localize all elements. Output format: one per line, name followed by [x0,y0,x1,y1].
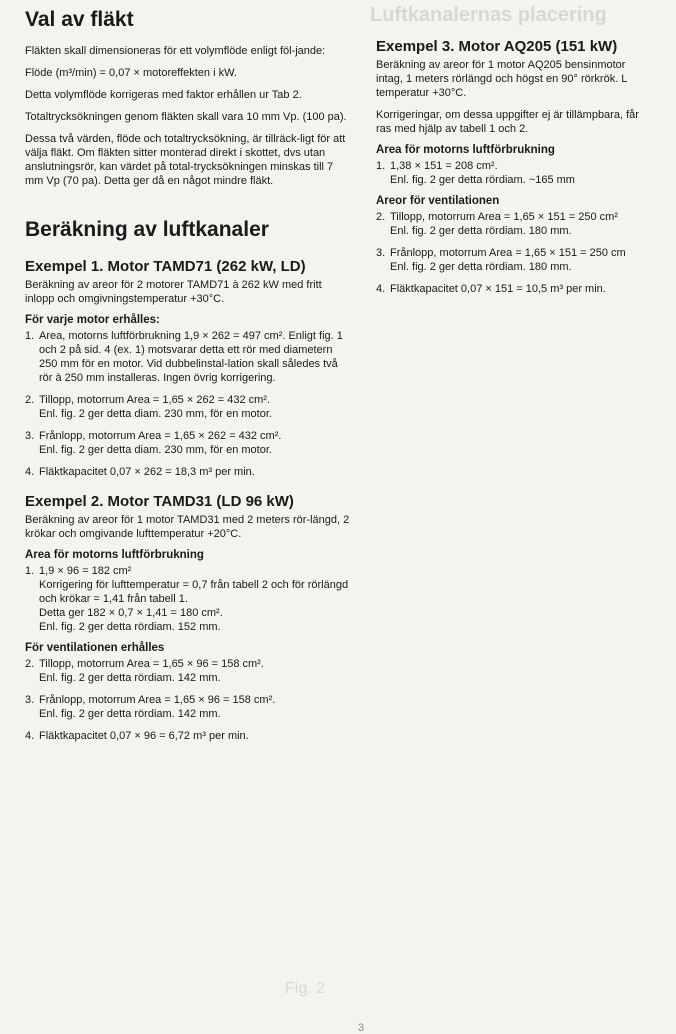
list-item: 4. Fläktkapacitet 0,07 × 96 = 6,72 m³ per min. [25,730,249,742]
example-3-title: Exempel 3. Motor AQ205 (151 kW) [376,38,618,55]
bleed-through-heading: Luftkanalernas placering [370,4,607,26]
example-3-subhead-2: Areor för ventilationen [376,195,500,207]
example-3-intro: Beräkning av areor för 1 motor AQ205 bensinmotor intag, 1 meters rörlängd och högst en 90° rörkrök. L temperatur +30°C. [376,59,628,99]
list-item: 2. Tillopp, motorrum Area = 1,65 × 262 = 432 cm². Enl. fig. 2 ger detta diam. 230 mm, för en motor. [25,394,272,420]
flow-formula: Flöde (m³/min) = 0,07 × motoreffekten i kW. [25,67,237,79]
example-1-subhead: För varje motor erhålles: [25,314,160,326]
list-item: 1. 1,38 × 151 = 208 cm². Enl. fig. 2 ger detta rördiam. ~165 mm [376,160,575,186]
example-2-subhead-2: För ventilationen erhålles [25,642,165,654]
right-column [376,38,676,304]
list-item: 4. Fläktkapacitet 0,07 × 262 = 18,3 m³ per min. [25,466,255,478]
example-1-title: Exempel 1. Motor TAMD71 (262 kW, LD) [25,258,306,275]
section-title-berakning: Beräkning av luftkanaler [25,218,269,241]
section-title-val-av-flakt: Val av fläkt [25,8,134,31]
list-item: 1. Area, motorns luftförbrukning 1,9 × 262 = 497 cm². Enligt fig. 1 och 2 på sid. 4 (ex. 1) motsvarar detta ett rör med diametern 250 mm för en motor. Vid dubbelinstal-lation skall således två rör à 250 mm installeras. Ingen övrig korrigering. [25,330,343,384]
example-1-intro: Beräkning av areor för 2 motorer TAMD71 à 262 kW med fritt inlopp och omgivningstemperatur +30°C. [25,279,322,305]
page-number: 3 [358,1022,365,1034]
list-item: 1. 1,9 × 96 = 182 cm² Korrigering för lufttemperatur = 0,7 från tabell 2 och för rörlängd och krökar = 1,41 från tabell 1. Detta ger 182 × 0,7 × 1,41 = 180 cm². Enl. fig. 2 ger detta rördiam. 152 mm. [25,565,349,633]
example-3-corrections: Korrigeringar, om dessa uppgifter ej är tillämpbara, får ras med hjälp av tabell 1 och 2. [376,109,639,135]
paragraph: Totaltrycksökningen genom fläkten skall vara 10 mm Vp. (100 pa). [25,111,347,123]
list-item: 2. Tillopp, motorrum Area = 1,65 × 96 = 158 cm². Enl. fig. 2 ger detta rördiam. 142 mm. [25,658,264,684]
list-item: 3. Frånlopp, motorrum Area = 1,65 × 151 = 250 cm Enl. fig. 2 ger detta rördiam. 180 mm. [376,247,626,273]
example-2-subhead-1: Area för motorns luftförbrukning [25,549,204,561]
example-3-subhead-1: Area för motorns luftförbrukning [376,144,555,156]
list-item: 4. Fläktkapacitet 0,07 × 151 = 10,5 m³ per min. [376,283,606,295]
example-2-intro: Beräkning av areor för 1 motor TAMD31 med 2 meters rör-längd, 2 krökar och omgivande lufttemperatur +20°C. [25,514,350,540]
example-2-title: Exempel 2. Motor TAMD31 (LD 96 kW) [25,493,294,510]
paragraph: Fläkten skall dimensioneras för ett volymflöde enligt föl-jande: [25,45,326,57]
list-item: 3. Frånlopp, motorrum Area = 1,65 × 262 = 432 cm². Enl. fig. 2 ger detta diam. 230 mm, för en motor. [25,430,282,456]
left-column [25,8,353,751]
list-item: 3. Frånlopp, motorrum Area = 1,65 × 96 = 158 cm². Enl. fig. 2 ger detta rördiam. 142 mm. [25,694,276,720]
paragraph: Dessa två värden, flöde och totaltrycksökning, är tillräck-ligt för att välja fläkt. Om fläkten sitter monterad direkt i skottet, dvs utan anslutningsrör, kan värdet på total-trycksökningen minskas till 7 mm Vp (70 pa). Detta ger då en något mindre fläkt. [25,133,346,187]
paragraph: Detta volymflöde korrigeras med faktor erhållen ur Tab 2. [25,89,302,101]
list-item: 2. Tillopp, motorrum Area = 1,65 × 151 = 250 cm² Enl. fig. 2 ger detta rördiam. 180 mm. [376,211,618,237]
bleed-through-figure-label: Fig. 2 [285,980,326,997]
